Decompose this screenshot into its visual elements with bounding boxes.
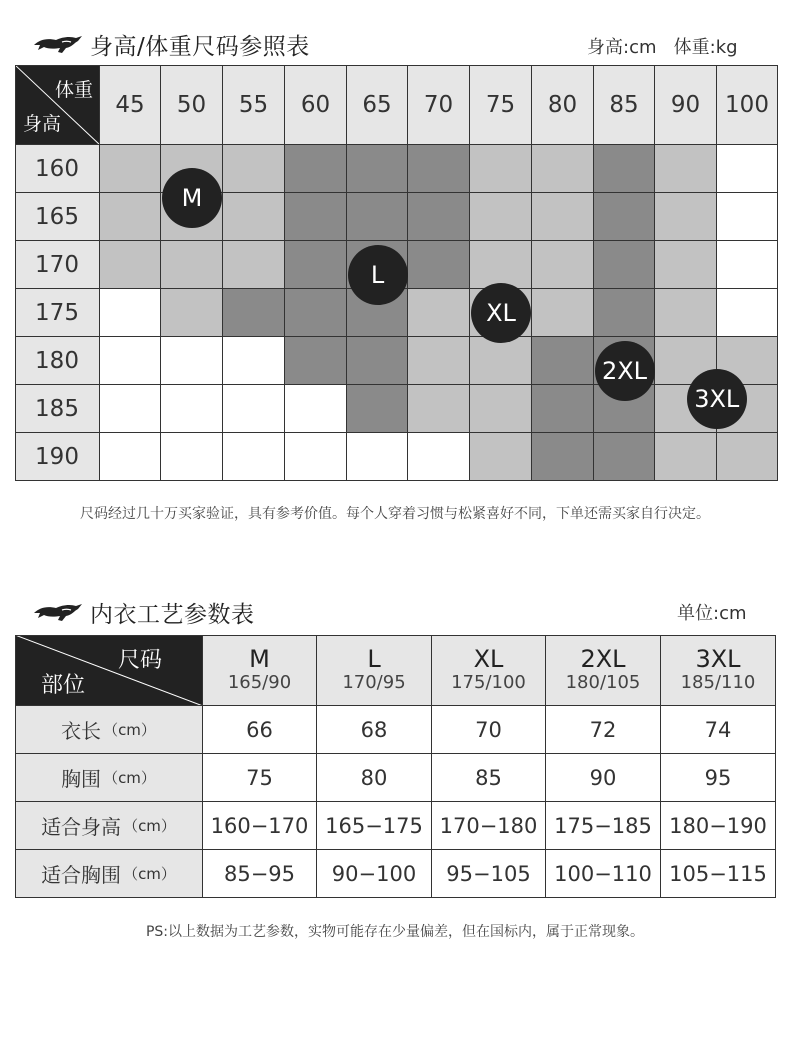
size-label: 2XL (580, 645, 626, 673)
table-value-cell: 80 (317, 754, 432, 802)
height-chest-label: 180/105 (565, 672, 641, 693)
grid-cell (532, 145, 594, 193)
grid-cell (100, 289, 161, 337)
grid-cell (655, 289, 717, 337)
grid-cell (223, 145, 285, 193)
table-value-cell: 90 (546, 754, 661, 802)
table-value-cell: 90−100 (317, 850, 432, 898)
grid-cell (408, 385, 470, 433)
table-value-cell: 72 (546, 706, 661, 754)
grid-cell (532, 289, 594, 337)
weight-header: 50 (161, 65, 223, 145)
corner-size-label: 尺码 (117, 648, 162, 673)
part-row-header (15, 754, 203, 802)
part-unit: （cm） (123, 865, 176, 883)
grid-cell (223, 433, 285, 481)
size-column-header (203, 635, 317, 706)
grid-cell (285, 193, 347, 241)
grid-cell (655, 433, 717, 481)
grid-cell (717, 145, 778, 193)
corner-height-label: 身高 (23, 113, 62, 135)
grid-cell (100, 433, 161, 481)
grid-cell (470, 145, 532, 193)
size-chart-note: 尺码经过几十万买家验证，具有参考价值。每个人穿着习惯与松紧喜好不同，下单还需买家自行决定。 (80, 506, 710, 522)
grid-cell (347, 337, 408, 385)
weight-header: 75 (470, 65, 532, 145)
table-value-cell: 175−185 (546, 802, 661, 850)
grid-cell (285, 241, 347, 289)
grid-cell (347, 385, 408, 433)
grid-cell (655, 241, 717, 289)
size-chart-title: 身高/体重尺码参照表 (90, 34, 310, 60)
grid-cell (408, 337, 470, 385)
grid-cell (100, 385, 161, 433)
process-table-note: PS:以上数据为工艺参数，实物可能存在少量偏差，但在国标内，属于正常现象。 (145, 924, 645, 940)
table-value-cell: 74 (661, 706, 776, 754)
grid-cell (408, 241, 470, 289)
grid-cell (717, 241, 778, 289)
grid-cell (408, 193, 470, 241)
size-chart-heading (32, 28, 310, 61)
table-value-cell: 75 (203, 754, 317, 802)
grid-cell (223, 289, 285, 337)
grid-cell (532, 433, 594, 481)
weight-header: 70 (408, 65, 470, 145)
height-header: 175 (15, 289, 100, 337)
table-value-cell: 66 (203, 706, 317, 754)
grid-cell (532, 385, 594, 433)
horse-logo-icon (32, 601, 84, 625)
part-row-header (15, 706, 203, 754)
size-label: 3XL (695, 645, 741, 673)
part-label: 胸围 (61, 767, 102, 791)
height-header: 180 (15, 337, 100, 385)
grid-cell (161, 385, 223, 433)
horse-logo-icon (32, 33, 84, 57)
size-label: L (367, 645, 381, 673)
weight-header: 85 (594, 65, 655, 145)
grid-cell (285, 385, 347, 433)
height-header: 170 (15, 241, 100, 289)
weight-header: 90 (655, 65, 717, 145)
size-column-header (546, 635, 661, 706)
grid-cell (161, 241, 223, 289)
grid-cell (285, 433, 347, 481)
part-unit: （cm） (123, 817, 176, 835)
grid-cell (594, 193, 655, 241)
table-value-cell: 85−95 (203, 850, 317, 898)
grid-corner-header (15, 65, 100, 145)
grid-cell (223, 193, 285, 241)
grid-cell (100, 241, 161, 289)
part-label: 衣长 (61, 719, 102, 743)
height-header: 185 (15, 385, 100, 433)
grid-cell (347, 145, 408, 193)
grid-cell (347, 193, 408, 241)
table-value-cell: 95 (661, 754, 776, 802)
grid-cell (100, 337, 161, 385)
part-label: 适合胸围 (41, 863, 122, 887)
grid-cell (470, 433, 532, 481)
weight-header: 80 (532, 65, 594, 145)
grid-cell (594, 241, 655, 289)
grid-cell (532, 337, 594, 385)
table-value-cell: 95−105 (432, 850, 546, 898)
grid-cell (285, 289, 347, 337)
grid-cell (223, 337, 285, 385)
process-table-heading (32, 596, 255, 629)
height-chest-label: 165/90 (227, 672, 292, 693)
size-badge-xl: XL (471, 283, 531, 343)
grid-cell (532, 193, 594, 241)
table-value-cell: 105−115 (661, 850, 776, 898)
table-value-cell: 160−170 (203, 802, 317, 850)
height-chest-label: 185/110 (680, 672, 756, 693)
grid-cell (655, 193, 717, 241)
size-chart-unit: 身高:cm 体重:kg (587, 37, 738, 58)
grid-cell (347, 433, 408, 481)
grid-cell (223, 385, 285, 433)
size-label: M (249, 645, 270, 673)
table-value-cell: 170−180 (432, 802, 546, 850)
grid-cell (655, 145, 717, 193)
table-value-cell: 100−110 (546, 850, 661, 898)
corner-weight-label: 体重 (54, 79, 93, 101)
size-label: XL (473, 645, 504, 673)
grid-cell (532, 241, 594, 289)
size-badge-3xl: 3XL (687, 369, 747, 429)
height-chest-label: 170/95 (342, 672, 406, 693)
grid-cell (408, 145, 470, 193)
grid-cell (100, 193, 161, 241)
grid-cell (594, 433, 655, 481)
part-label: 适合身高 (41, 815, 122, 839)
grid-cell (470, 385, 532, 433)
weight-header: 60 (285, 65, 347, 145)
height-header: 190 (15, 433, 100, 481)
size-badge-2xl: 2XL (595, 341, 655, 401)
corner-part-label: 部位 (41, 673, 86, 698)
height-header: 165 (15, 193, 100, 241)
size-badge-l: L (348, 245, 408, 305)
grid-cell (285, 145, 347, 193)
part-unit: （cm） (103, 769, 156, 787)
grid-cell (408, 289, 470, 337)
grid-cell (161, 433, 223, 481)
size-column-header (661, 635, 776, 706)
table-corner-header (15, 635, 203, 706)
grid-cell (594, 289, 655, 337)
process-table-title: 内衣工艺参数表 (90, 602, 255, 628)
grid-cell (470, 337, 532, 385)
grid-cell (717, 289, 778, 337)
grid-cell (161, 337, 223, 385)
part-unit: （cm） (103, 721, 156, 739)
part-row-header (15, 802, 203, 850)
table-value-cell: 70 (432, 706, 546, 754)
grid-cell (717, 433, 778, 481)
size-column-header (432, 635, 546, 706)
table-value-cell: 68 (317, 706, 432, 754)
part-row-header (15, 850, 203, 898)
table-value-cell: 85 (432, 754, 546, 802)
height-chest-label: 175/100 (451, 672, 526, 693)
size-column-header (317, 635, 432, 706)
weight-header: 100 (717, 65, 778, 145)
grid-cell (717, 193, 778, 241)
table-value-cell: 165−175 (317, 802, 432, 850)
weight-header: 65 (347, 65, 408, 145)
height-weight-size-grid (15, 65, 778, 481)
process-table-unit: 单位:cm (677, 603, 747, 624)
underwear-process-table (15, 635, 776, 898)
grid-cell (223, 241, 285, 289)
grid-cell (100, 145, 161, 193)
grid-cell (408, 433, 470, 481)
grid-cell (285, 337, 347, 385)
grid-cell (161, 289, 223, 337)
grid-cell (470, 241, 532, 289)
weight-header: 45 (100, 65, 161, 145)
size-badge-m: M (162, 168, 222, 228)
grid-cell (470, 193, 532, 241)
height-header: 160 (15, 145, 100, 193)
grid-cell (594, 145, 655, 193)
table-value-cell: 180−190 (661, 802, 776, 850)
weight-header: 55 (223, 65, 285, 145)
